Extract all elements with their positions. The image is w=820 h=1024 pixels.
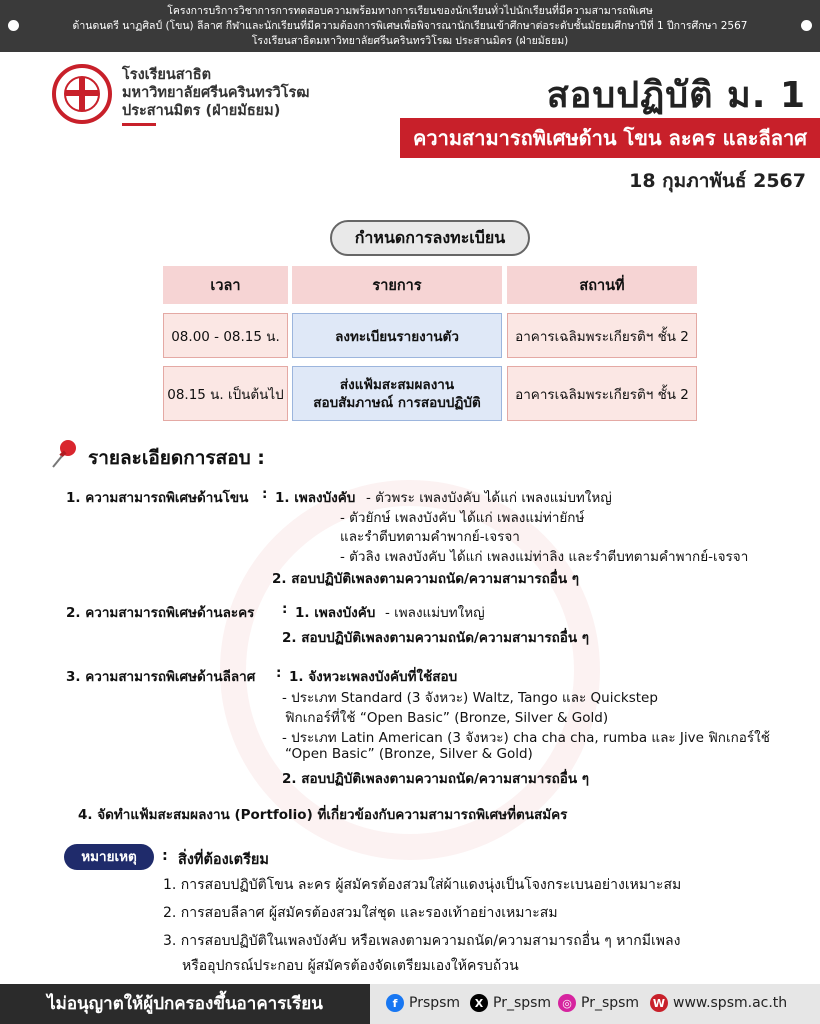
section3-sep: :: [276, 665, 282, 681]
section1-required-c: - ตัวลิง เพลงบังคับ ได้แก่ เพลงแม่ท่าลิง และรำตีบทตามคำพากย์-เจรจา: [340, 549, 749, 565]
section1-title: 1. ความสามารถพิเศษด้านโขน: [66, 490, 249, 506]
x-icon: X: [470, 994, 488, 1012]
section3-standard-figures: ฟิกเกอร์ที่ใช้ “Open Basic” (Bronze, Silver & Gold): [285, 710, 609, 726]
exam-title: สอบปฏิบัติ ม. 1: [546, 75, 806, 116]
section1-required-b: - ตัวยักษ์ เพลงบังคับ ได้แก่ เพลงแม่ท่ายักษ์: [340, 510, 585, 526]
exam-date: 18 กุมภาพันธ์ 2567: [629, 170, 806, 192]
row2-item: [292, 366, 502, 421]
section1-practice: 2. สอบปฏิบัติเพลงตามความถนัด/ความสามารถอื่น ๆ: [272, 571, 580, 587]
x-handle: Pr_spsm: [493, 995, 552, 1011]
section4-portfolio: 4. จัดทำแฟ้มสะสมผลงาน (Portfolio) ที่เกี่ยวข้องกับความสามารถพิเศษที่ตนสมัคร: [78, 807, 568, 823]
instagram-handle: Pr_spsm: [581, 995, 640, 1011]
row2-item-line-2: สอบสัมภาษณ์ การสอบปฏิบัติ: [313, 394, 481, 411]
section1-required-a: - ตัวพระ เพลงบังคับ ได้แก่ เพลงแม่บทใหญ่: [366, 490, 612, 506]
note-sep: :: [162, 848, 168, 864]
logo-cross-icon: [66, 90, 98, 96]
school-logo: [52, 64, 112, 124]
website-url: www.spsm.ac.th: [673, 995, 788, 1011]
pushpin-icon: [50, 438, 80, 470]
x-link[interactable]: [470, 994, 551, 1012]
note-heading: สิ่งที่ต้องเตรียม: [178, 852, 269, 868]
note-item-1: 1. การสอบปฏิบัติโขน ละคร ผู้สมัครต้องสวมใส่ผ้าแดงนุ่งเป็นโจงกระเบนอย่างเหมาะสม: [163, 877, 682, 893]
header-time: เวลา: [163, 266, 288, 304]
row1-time: 08.00 - 08.15 น.: [163, 313, 288, 358]
instagram-icon: ◎: [558, 994, 576, 1012]
website-icon: W: [650, 994, 668, 1012]
note-item-2: 2. การสอบลีลาศ ผู้สมัครต้องสวมใส่ชุด และรองเท้าอย่างเหมาะสม: [163, 905, 558, 921]
topbar-line-3: โรงเรียนสาธิตมหาวิทยาลัยศรีนครินทรวิโรฒ ประสานมิตร (ฝ่ายมัธยม): [251, 35, 569, 47]
section3-standard: - ประเภท Standard (3 จังหวะ) Waltz, Tango และ Quickstep: [282, 690, 658, 706]
row2-time: 08.15 น. เป็นต้นไป: [163, 366, 288, 421]
topbar-line-1: โครงการบริการวิชาการการทดสอบความพร้อมทางการเรียนของนักเรียนทั่วไปนักเรียนที่มีความสามารถพิเศษ: [167, 5, 653, 17]
note-badge: หมายเหตุ: [64, 844, 154, 870]
row1-item: ลงทะเบียนรายงานตัว: [292, 313, 502, 358]
footer: [0, 984, 820, 1024]
school-name-line-3: ประสานมิตร (ฝ่ายมัธยม): [122, 103, 281, 119]
bullet-dot-icon: [801, 20, 812, 31]
section1-sep: :: [262, 486, 268, 502]
school-name-line-2: มหาวิทยาลัยศรีนครินทรวิโรฒ: [122, 85, 310, 101]
note-item-3-cont: หรืออุปกรณ์ประกอบ ผู้สมัครต้องจัดเตรียมเองให้ครบถ้วน: [182, 958, 519, 974]
school-name-line-1: โรงเรียนสาธิต: [122, 67, 212, 83]
facebook-handle: Prspsm: [409, 995, 461, 1011]
row2-item-line-1: ส่งแฟ้มสะสมผลงาน: [339, 376, 455, 393]
header-place: สถานที่: [507, 266, 697, 304]
topbar-line-2: ด้านดนตรี นาฏศิลป์ (โขน) ลีลาศ กีฬาและนักเรียนที่มีความต้องการพิเศษเพื่อพิจารณานักเรียนเข้าศึกษาต่อระดับชั้นมัธยมศึกษาปีที่ 1 ปีการศึกษา 2567: [72, 20, 748, 32]
header-item: รายการ: [292, 266, 502, 304]
parent-warning: ไม่อนุญาตให้ผู้ปกครองขึ้นอาคารเรียน: [0, 984, 370, 1024]
section3-latin: - ประเภท Latin American (3 จังหวะ) cha cha cha, rumba และ Jive ฟิกเกอร์ใช้: [282, 730, 770, 746]
section2-sep: :: [282, 601, 288, 617]
section3-required-label: 1. จังหวะเพลงบังคับที่ใช้สอบ: [289, 669, 458, 685]
section3-title: 3. ความสามารถพิเศษด้านลีลาศ: [66, 669, 256, 685]
instagram-link[interactable]: [558, 994, 639, 1012]
row2-place: อาคารเฉลิมพระเกียรติฯ ชั้น 2: [507, 366, 697, 421]
section3-practice: 2. สอบปฏิบัติเพลงตามความถนัด/ความสามารถอื่น ๆ: [282, 771, 590, 787]
bullet-dot-icon: [8, 20, 19, 31]
top-info-bar: [0, 0, 820, 52]
school-underline: [122, 123, 156, 126]
section1-required-b2: และรำตีบทตามคำพากย์-เจรจา: [340, 529, 520, 545]
section2-required-a: - เพลงแม่บทใหญ่: [385, 605, 485, 621]
school-name: [122, 66, 309, 126]
subject-banner: ความสามารถพิเศษด้าน โขน ละคร และลีลาศ: [400, 118, 820, 158]
section1-required-label: 1. เพลงบังคับ: [275, 490, 356, 506]
section2-required-label: 1. เพลงบังคับ: [295, 605, 376, 621]
section2-title: 2. ความสามารถพิเศษด้านละคร: [66, 605, 255, 621]
details-heading: รายละเอียดการสอบ :: [88, 447, 265, 469]
facebook-icon: f: [386, 994, 404, 1012]
footer-contacts: [370, 984, 820, 1024]
note-item-3: 3. การสอบปฏิบัติในเพลงบังคับ หรือเพลงตามความถนัด/ความสามารถอื่น ๆ หากมีเพลง: [163, 933, 681, 949]
section2-practice: 2. สอบปฏิบัติเพลงตามความถนัด/ความสามารถอื่น ๆ: [282, 630, 590, 646]
row1-place: อาคารเฉลิมพระเกียรติฯ ชั้น 2: [507, 313, 697, 358]
section3-latin-figures: “Open Basic” (Bronze, Silver & Gold): [285, 746, 533, 762]
facebook-link[interactable]: [386, 994, 460, 1012]
registration-title: กำหนดการลงทะเบียน: [330, 220, 530, 256]
website-link[interactable]: [650, 994, 787, 1012]
